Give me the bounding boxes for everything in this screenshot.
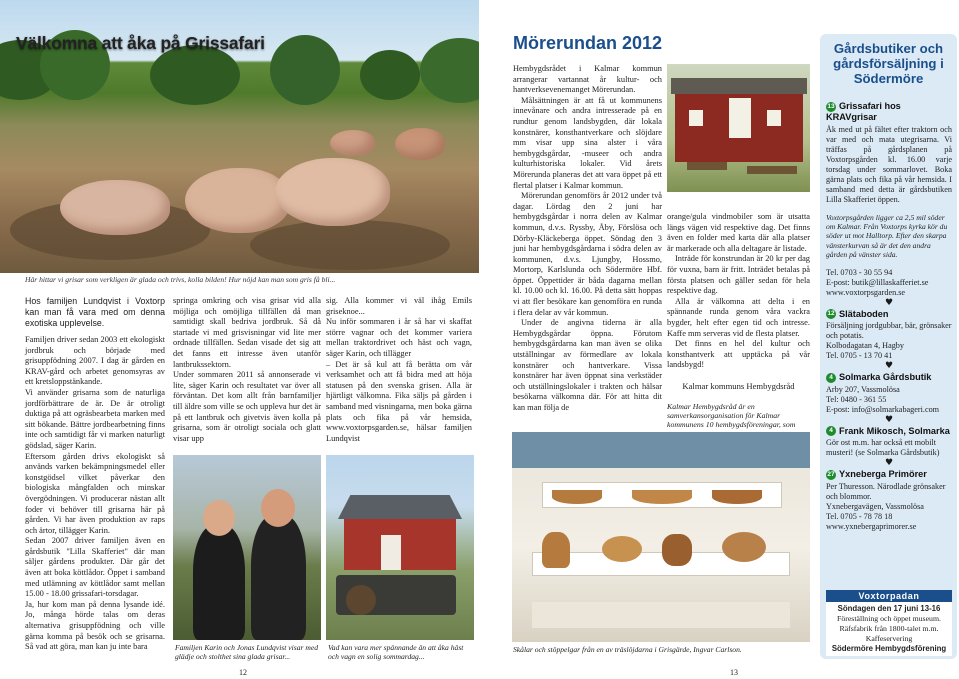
heart-icon: ♥ (884, 361, 894, 372)
page-number-left: 12 (239, 668, 247, 677)
right-page-title: Mörerundan 2012 (513, 33, 663, 53)
list-item (826, 426, 952, 459)
organization-note: Kalmar Hembygdsråd är en samverkansorganisation för Kalmar kommunens 10 hembygdsföreningar, som (667, 401, 796, 430)
list-item (826, 101, 952, 298)
event-organizer: Södermöre Hembygdsförening (831, 644, 947, 653)
entry-name: Solmarka Gårdsbutik (839, 372, 932, 383)
family-photo-caption: Familjen Karin och Jonas Lundqvist visar med glädje och stolthet sina glada grisar... (175, 643, 319, 662)
paragraph: Alla är välkomna att delta i en spännande runda genom våra vackra bygder, helt efter egen tid och intresse. Kaffe mm serveras vid de flesta platser. (667, 296, 810, 338)
paragraph: Eftersom gården drivs ekologiskt så används varken bekämpningsmedel eller konstgödsel vilket påverkar den biologiska mångfalden och minskar övergödningen. Vi producerar nästan allt foder vi behöver till grisarna här på gården. Vi har även produktion av raps och ärtor, tillägger Karin. (25, 451, 165, 535)
left-column-2 (173, 296, 321, 444)
paragraph: Vi använder grisarna som de naturliga jordförbättrare de är. De är otroligt duktiga på att ogräsbearbeta marken med sitt bökande. Bättre jordbearbetning finns inte och samtidigt får vi marken naturligt gödslad, säger Karin. (25, 387, 165, 450)
paragraph: Familjen driver sedan 2003 ett ekologiskt jordbruk och började med grisuppfödning 2007. I dag är gården en KRAV-gård och arbetet genomsyras av ett kretsloppstänkande. (25, 335, 165, 387)
paragraph: Nu inför sommaren i år så har vi skaffat större vagnar och det kommer variera mellan traktordrivet och häst och vagn, säger Karin, och tillägger (326, 317, 472, 358)
paragraph: Hembygdsrådet i Kalmar kommun arrangerar vartannat år kultur- och hantverksevenemanget Mörerundan. (513, 64, 662, 95)
left-page-title: Välkomna att åka på Grissafari (16, 33, 265, 53)
entry-number: 12 (827, 310, 835, 318)
entry-name: Grissafari hos KRAVgrisar (826, 101, 901, 122)
paragraph: sig. Alla kommer vi väl ihåg Emils griseknoe... (326, 296, 472, 316)
left-column-3 (326, 296, 472, 444)
red-house-photo (667, 64, 810, 192)
signature: Kalmar kommuns Hembygdsråd (682, 380, 795, 391)
entry-name: Frank Mikosch, Solmarka (839, 425, 950, 436)
heart-icon: ♥ (884, 297, 894, 308)
event-line: Kaffeservering (865, 634, 913, 643)
event-line: Räfsfabrik från 1800-talet m.m. (839, 624, 939, 633)
event-line: Föreställning och öppet museum. (837, 614, 941, 623)
entry-contact: Tel. 0703 - 30 55 94 E-post: butik@lillaskafferiet.se www.voxtorpsgarden.se (826, 267, 929, 297)
event-box (826, 590, 952, 656)
heart-icon: ♥ (884, 414, 894, 425)
entry-text: Försäljning jordgubbar, bär, grönsaker och potatis. Kolbodagatan 4, Hagby Tel. 0705 - 13 70 41 (826, 321, 952, 361)
entry-name: Slätaboden (839, 308, 889, 319)
paragraph: springa omkring och visa grisar vid alla möjliga och omöjliga tillfällen då man samtidigt skall bedriva jordbruk. Så då startade vi med grisvisningar vid lite mer ordnade tillfällen. Sedan visade det sig att det fanns ett intresse även utanför lantbrukssektorn. (173, 296, 321, 369)
entry-number: 13 (827, 102, 835, 110)
paragraph: Mörerundan genomförs år 2012 under två dagar. Lördag den 2 juni har hembygdsgårdar i norra delen av Kalmar kommun, d.v.s. Ryssby, Åby, Förslösa och Dörby-Kläckeberga öppet. Söndag den 3 juni har hembygdsgårdarna i södra delen av kommunen, d.v.s. Ljungby, Hossmo, Mortorp, Karlslunda och Södermöre Hbf. öppet. Öppettider är båda dagarna mellan kl. 10.00 och kl. 16.00. På detta sätt hoppas vi att fler besökare kan genomföra en runda i flera delar av vår kommun. (513, 191, 662, 317)
page-number-right: 13 (730, 668, 738, 677)
paragraph: – Det är så kul att få berätta om vår verksamhet och att få bidra med att höja statusen på den svenska grisen. Alla är hjärtligt välkomna. Fika säljs på gården i samband med visningarna, men boka gärna plats och fika på vår hemsida, www.voxtorpsgarden.se, hälsar familjen Lundqvist (326, 359, 472, 443)
entry-text: Åk med ut på fältet efter traktorn och var med och mata utegrisarna. Vi träffas på gårdsplanen på Voxtorpsgården kl. 16.00 varje torsdag under sommarlovet. Boka gärna plats och fika på vår hemsida. I samband med detta är gårdsbutiken Lilla Skafferiet öppen. (826, 124, 952, 204)
paragraph: Ja, hur kom man på denna lysande idé. Jo, många hörde talas om deras alternativa grisuppfödning och ville gärna komma på besök och se grisarna. Så vad att göra, man kan ju inte bara (25, 599, 165, 652)
entry-text: Gör ost m.m. har också ett mobilt musteri! (se Solmarka Gårdsbutik) (826, 438, 940, 458)
entry-number: 27 (827, 470, 835, 478)
entry-number: 4 (826, 426, 836, 436)
event-date: Söndagen den 17 juni 13-16 (837, 604, 941, 613)
list-item (826, 372, 952, 415)
entry-number: 4 (826, 373, 836, 383)
left-column-1 (25, 296, 165, 653)
pottery-caption: Skålar och stöppelgar från en av träslöjdarna i Grisgärde, Ingvar Carlson. (513, 645, 742, 654)
horse-wagon-photo (326, 455, 474, 640)
entry-directions: Voxtorpsgården ligger ca 2,5 mil söder om Kalmar. Från Voxtorps kyrka kör du söder ut mot Halltorp. Efter den skarpa vänsterkurvan så är det den andra gården på vänster sida. (826, 212, 948, 260)
pottery-photo (512, 432, 810, 642)
farm-shops-title: Gårdsbutiker och gårdsförsäljning i Södermöre (833, 41, 944, 86)
pigs-photo-caption: Här hittar vi grisar som verkligen är glada och trivs, kolla bilden! Hur nöjd kan man som gris få bli... (25, 275, 336, 284)
paragraph: orange/gula vindmobiler som är utsatta längs vägen vid respektive dag. Det finns även en folder med karta där alla platser är markerade och alla deltagare är listade. (667, 212, 810, 253)
family-photo (173, 455, 321, 640)
list-item (826, 469, 952, 532)
paragraph: Målsättningen är att få ut kommunens innevånare och andra intresserade på en rundtur genom landsbygden, där lokala konstnärer, konsthantverkare och slöjdare mm visar upp sina alster i våra hembygdsgårdar, -museer och andra kulturhistoriska lokaler. Vid årets Mörerunda planeras det att vara öppet på ett flertal platser i Kalmar kommun. (513, 95, 662, 190)
horse-wagon-caption: Vad kan vara mer spännande än att åka häst och vagn en solig sommardag... (328, 643, 464, 662)
paragraph: Under de angivna tiderna är alla Hembygdsgårdar öppna. Förutom hembygdsgårdarna kan man även se olika utställningar av förmedlare av lokala konstnärer och hantverkare. Vissa konstnärer har även öppnat sina verkstäder och utställningslokaler i trakten och hälsar besökarna välkomna där. För att hitta dit kan man följa de (513, 318, 662, 412)
paragraph: Sedan 2007 driver familjen även en gårdsbutik "Lilla Skafferiet" där man säljer gårdens produkter. Där går det även att boka köttlådor. Öppet i samband med utlämning av köttlådor samt mellan 15.00 - 18.00 grissafari-torsdagar. (25, 536, 165, 599)
entry-text: Per Thuresson. Närodlade grönsaker och blommor. Yxnebergavägen, Vassmolösa Tel. 0705 - 78 78 18 www.yxnebergaprimorer.se (826, 481, 946, 531)
right-column-2 (667, 212, 810, 439)
event-box-title: Voxtorpadan (826, 590, 952, 602)
intro-paragraph: Hos familjen Lundqvist i Voxtorp kan man få vara med om denna exotiska upplevelse. (25, 296, 165, 328)
heart-icon: ♥ (884, 458, 894, 469)
farm-shop-list (826, 101, 952, 532)
entry-text: Arby 207, Vassmolösa Tel: 0480 - 361 55 E-post: info@solmarkabageri.com (826, 384, 940, 414)
list-item (826, 309, 952, 362)
entry-name: Yxneberga Primörer (839, 469, 927, 480)
paragraph: Inträde för konstrundan är 20 kr per dag för vuxna, barn är fritt. Inträdet betalas på första platsen och gäller sedan för hela respektive dag. (667, 254, 810, 296)
paragraph: Under sommaren 2011 så annonserade vi lite, säger Karin och resultatet var över all förväntan. Det kom allt från barnfamiljer till äldre som ville se och uppleva hur det är på ett lantbruk och givetvis även kolla på grisarna, som är otroligt sociala och glatt visar upp (173, 370, 321, 443)
right-column-1 (513, 64, 662, 414)
paragraph: Det finns en hel del kultur och konsthantverk att upptäcka på vår landsbygd! (667, 339, 810, 370)
